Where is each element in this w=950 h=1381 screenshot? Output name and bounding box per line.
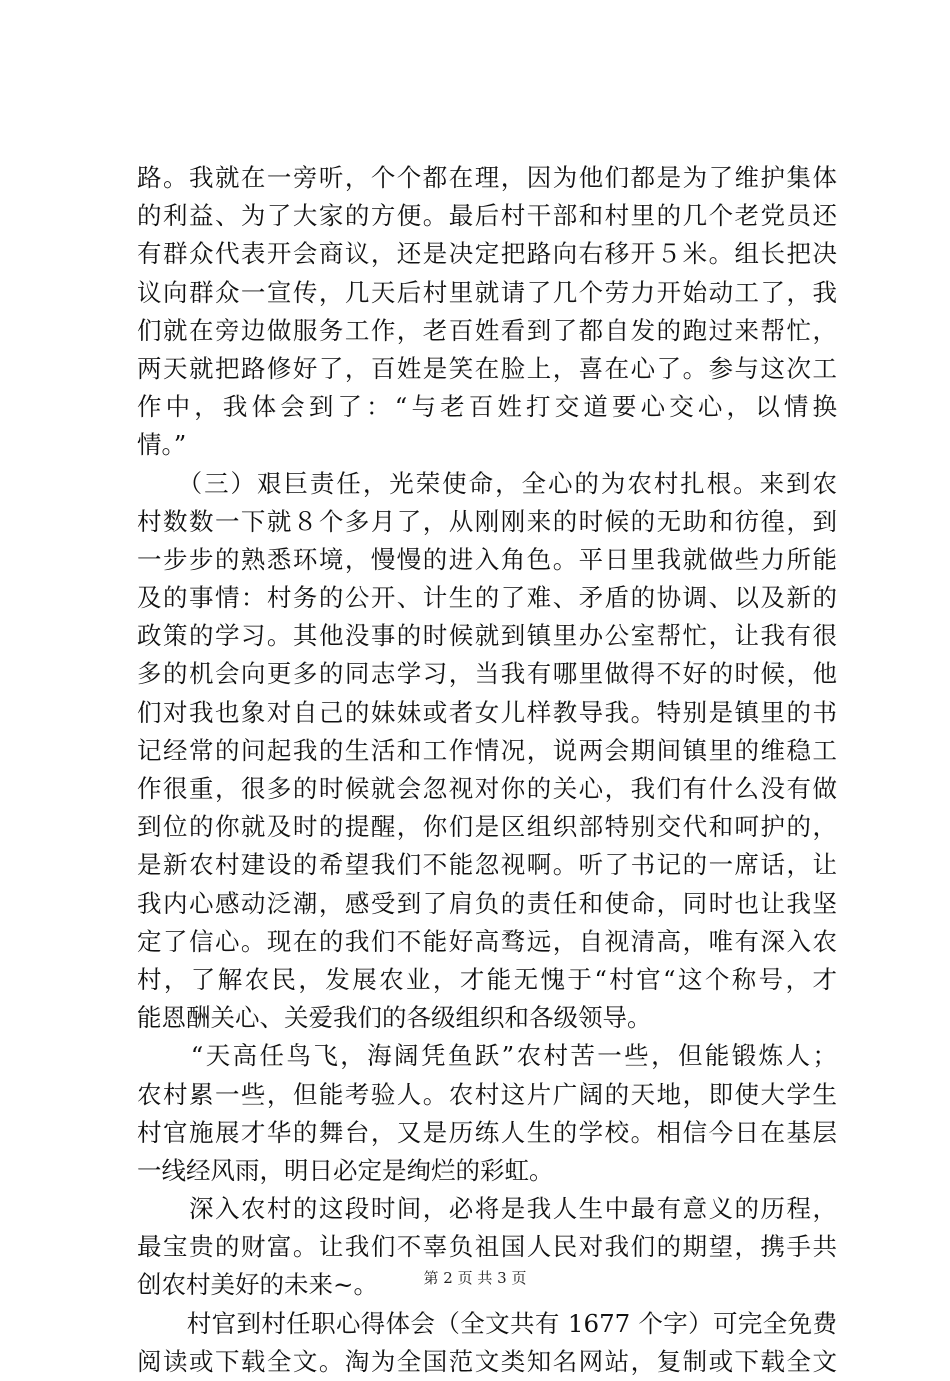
text-line: 两天就把路修好了，百姓是笑在脸上，喜在心了。参与这次工 xyxy=(137,353,837,383)
text-line: 村官到村任职心得体会（全文共有 1677 个字）可完全免费 xyxy=(137,1308,837,1338)
text-line: 及的事情：村务的公开、计生的了难、矛盾的协调、以及新的 xyxy=(137,583,837,613)
text-line: 有群众代表开会商议，还是决定把路向右移开５米。组长把决 xyxy=(137,239,837,269)
text-line: 村官施展才华的舞台，又是历练人生的学校。相信今日在基层 xyxy=(137,1117,837,1147)
text-line: 的利益、为了大家的方便。最后村干部和村里的几个老党员还 xyxy=(137,201,837,231)
text-line: 创农村美好的未来~。 xyxy=(137,1270,379,1300)
text-line: 作很重，很多的时候就会忽视对你的关心，我们有什么没有做 xyxy=(137,774,837,803)
text-line: 一线经风雨，明日必定是绚烂的彩虹。 xyxy=(137,1155,554,1185)
text-line: 们对我也象对自己的妹妹或者女儿样教导我。特别是镇里的书 xyxy=(137,697,837,727)
text-line: 是新农村建设的希望我们不能忽视啊。听了书记的一席话，让 xyxy=(137,850,837,880)
text-line: 村，了解农民，发展农业，才能无愧于“村官“这个称号，才 xyxy=(137,964,837,994)
text-line: 多的机会向更多的同志学习，当我有哪里做得不好的时候，他 xyxy=(137,659,837,689)
page-footer: 第 2 页 共 3 页 xyxy=(423,1269,527,1287)
document-body xyxy=(137,159,837,1381)
text-line: 最宝贵的财富。让我们不辜负祖国人民对我们的期望，携手共 xyxy=(137,1232,837,1262)
text-line: 作中，我体会到了：“与老百姓打交道要心交心，以情换 xyxy=(137,392,837,422)
text-line: （三）艰巨责任，光荣使命，全心的为农村扎根。来到农 xyxy=(137,468,837,498)
text-line: 阅读或下载全文。淘为全国范文类知名网站，复制或下载全文 xyxy=(137,1346,837,1376)
text-line: “天高任鸟飞，海阔凭鱼跃”农村苦一些，但能锻炼人； xyxy=(137,1041,837,1071)
text-line: 能恩酬关心、关爱我们的各级组织和各级领导。 xyxy=(137,1003,652,1033)
text-line: 定了信心。现在的我们不能好高骛远，自视清高，唯有深入农 xyxy=(137,926,837,956)
text-line: 深入农村的这段时间，必将是我人生中最有意义的历程， xyxy=(137,1194,837,1224)
text-line: 政策的学习。其他没事的时候就到镇里办公室帮忙，让我有很 xyxy=(137,621,837,651)
text-line: 情。” xyxy=(137,430,187,460)
text-line: 一步步的熟悉环境，慢慢的进入角色。平日里我就做些力所能 xyxy=(137,544,837,574)
text-line: 记经常的问起我的生活和工作情况，说两会期间镇里的维稳工 xyxy=(137,735,837,765)
text-line: 路。我就在一旁听，个个都在理，因为他们都是为了维护集体 xyxy=(137,163,837,192)
text-line: 我内心感动泛潮，感受到了肩负的责任和使命，同时也让我坚 xyxy=(137,888,837,918)
text-line: 们就在旁边做服务工作，老百姓看到了都自发的跑过来帮忙， xyxy=(137,315,837,345)
text-line: 议向群众一宣传，几天后村里就请了几个劳力开始动工了，我 xyxy=(137,277,837,307)
text-line: 到位的你就及时的提醒，你们是区组织部特别交代和呵护的， xyxy=(137,812,837,842)
text-line: 农村累一些，但能考验人。农村这片广阔的天地，即使大学生 xyxy=(137,1079,837,1109)
text-line: 村数数一下就８个多月了，从刚刚来的时候的无助和彷徨，到 xyxy=(137,506,837,536)
